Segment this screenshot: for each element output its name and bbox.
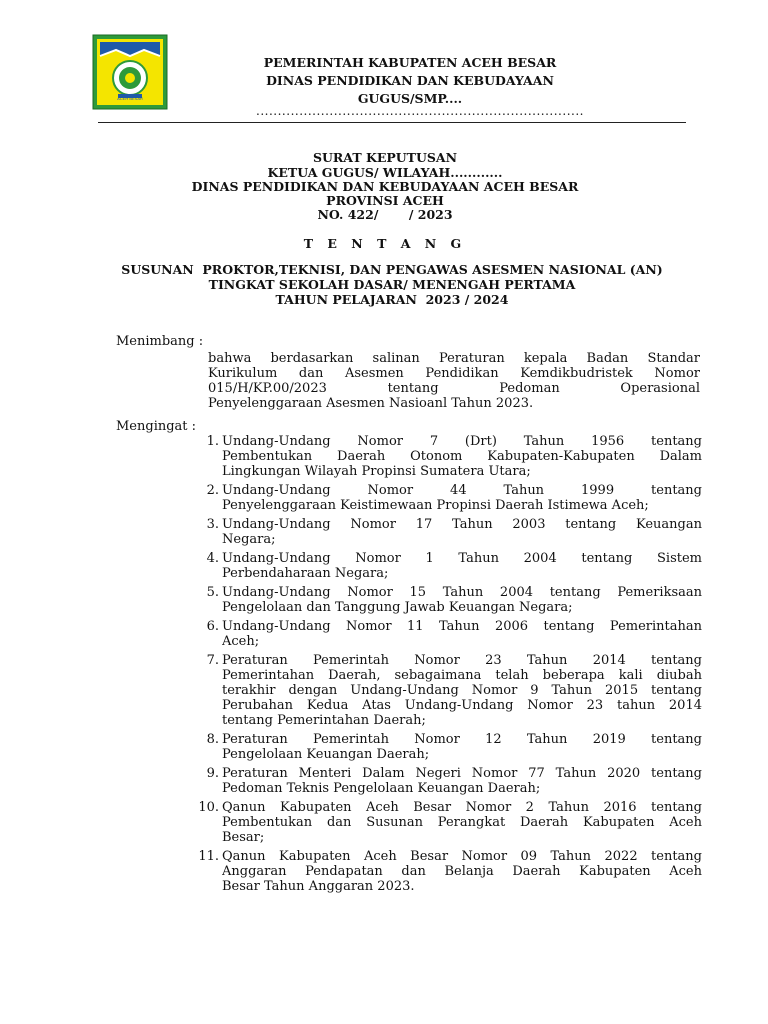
list-item-line: Pengelolaan Keuangan Daerah; [222,747,430,762]
list-item [190,551,702,581]
title-province: PROVINSI ACEH [326,193,444,208]
title-number: NO. 422/ / 2023 [317,207,453,222]
list-item-line: tentang Pemerintahan Daerah; [222,713,426,728]
list-item-text [222,800,702,845]
list-item-line: Peraturan Pemerintah Nomor 12 Tahun 2019 tentang [222,732,702,747]
list-item-text [222,653,702,728]
list-item-number: 7. [206,653,219,668]
list-item [190,517,702,547]
list-item-line: Peraturan Pemerintah Nomor 23 Tahun 2014 tentang [222,653,702,668]
list-item-text [222,585,702,615]
list-item [190,434,702,479]
aceh-besar-emblem-logo [92,34,168,110]
list-item-line: Besar; [222,830,265,845]
list-item-line: Pembentukan dan Susunan Perangkat Daerah Kabupaten Aceh [222,815,702,830]
list-item [190,800,702,845]
list-item-text [222,849,702,894]
header-dotted-line: ............................................................................ [256,104,584,118]
list-item-line: Undang-Undang Nomor 17 Tahun 2003 tentang Keuangan [222,517,702,532]
list-item-line: Anggaran Pendapatan dan Belanja Daerah Kabupaten Aceh [222,864,702,879]
list-item [190,849,702,894]
menimbang-label: Menimbang : [116,334,204,349]
list-item-text [222,732,702,762]
list-item [190,585,702,615]
list-item-line: Pengelolaan dan Tanggung Jawab Keuangan Negara; [222,600,573,615]
subject-block [84,262,700,307]
svg-text:ACEH BESAR: ACEH BESAR [117,96,143,101]
list-item-line: Besar Tahun Anggaran 2023. [222,879,415,894]
list-item-text [222,483,702,513]
tentang-heading: T E N T A N G [303,236,467,251]
list-item-number: 8. [206,732,219,747]
list-item-text [222,434,702,479]
mengingat-label: Mengingat : [116,419,197,434]
list-item [190,653,702,728]
list-item-number: 4. [206,551,219,566]
list-item-line: Pemerintahan Daerah, sebagaimana telah beberapa kali diubah [222,668,702,683]
paragraph-line: Kurikulum dan Asesmen Pendidikan Kemdikbudristek Nomor [208,366,700,381]
list-item-line: Perbendaharaan Negara; [222,566,389,581]
list-item-text [222,766,702,796]
list-item-number: 1. [206,434,219,449]
list-item-line: Pedoman Teknis Pengelolaan Keuangan Daerah; [222,781,541,796]
list-item-text [222,619,702,649]
list-item-number: 5. [206,585,219,600]
subject-line: TINGKAT SEKOLAH DASAR/ MENENGAH PERTAMA [208,277,576,292]
list-item-number: 2. [206,483,219,498]
list-item-line: Undang-Undang Nomor 11 Tahun 2006 tentang Pemerintahan [222,619,702,634]
list-item-line: Aceh; [222,634,260,649]
list-item [190,619,702,649]
mengingat-list [190,434,702,898]
list-item [190,732,702,762]
header-government-name: PEMERINTAH KABUPATEN ACEH BESAR [263,55,557,70]
list-item-number: 3. [206,517,219,532]
header-divider [98,122,686,123]
list-item-line: Perubahan Kedua Atas Undang-Undang Nomor 23 tahun 2014 [222,698,702,713]
menimbang-paragraph [208,351,700,411]
list-item-line: Undang-Undang Nomor 7 (Drt) Tahun 1956 tentang [222,434,702,449]
list-item-line: Negara; [222,532,276,547]
document-title: SURAT KEPUTUSAN [312,150,458,165]
title-department: DINAS PENDIDIKAN DAN KEBUDAYAAN ACEH BESAR [191,179,579,194]
header-unit-name: GUGUS/SMP.... [357,91,463,106]
list-item-line: Undang-Undang Nomor 15 Tahun 2004 tentang Pemeriksaan [222,585,702,600]
list-item-line: Pembentukan Daerah Otonom Kabupaten-Kabupaten Dalam [222,449,702,464]
list-item-number: 9. [206,766,219,781]
paragraph-line: Penyelenggaraan Asesmen Nasioanl Tahun 2023. [208,396,534,411]
list-item [190,766,702,796]
list-item-line: Lingkungan Wilayah Propinsi Sumatera Utara; [222,464,531,479]
list-item-line: Undang-Undang Nomor 44 Tahun 1999 tentang [222,483,702,498]
list-item-number: 11. [198,849,219,864]
list-item-line: Undang-Undang Nomor 1 Tahun 2004 tentang Sistem [222,551,702,566]
list-item-line: Qanun Kabupaten Aceh Besar Nomor 09 Tahun 2022 tentang [222,849,702,864]
list-item-line: Peraturan Menteri Dalam Negeri Nomor 77 Tahun 2020 tentang [222,766,702,781]
list-item-text [222,517,702,547]
list-item-line: Qanun Kabupaten Aceh Besar Nomor 2 Tahun 2016 tentang [222,800,702,815]
list-item-line: Penyelenggaraan Keistimewaan Propinsi Daerah Istimewa Aceh; [222,498,649,513]
list-item-line: terakhir dengan Undang-Undang Nomor 9 Tahun 2015 tentang [222,683,702,698]
list-item-text [222,551,702,581]
paragraph-line: 015/H/KP.00/2023 tentang Pedoman Operasional [208,381,700,396]
title-issuer: KETUA GUGUS/ WILAYAH............ [267,165,503,180]
subject-line: TAHUN PELAJARAN 2023 / 2024 [275,292,509,307]
header-department-name: DINAS PENDIDIKAN DAN KEBUDAYAAN [266,73,554,88]
list-item-number: 6. [206,619,219,634]
subject-line: SUSUNAN PROKTOR,TEKNISI, DAN PENGAWAS ASESMEN NASIONAL (AN) [121,262,663,277]
list-item [190,483,702,513]
paragraph-line: bahwa berdasarkan salinan Peraturan kepala Badan Standar [208,351,700,366]
list-item-number: 10. [198,800,219,815]
